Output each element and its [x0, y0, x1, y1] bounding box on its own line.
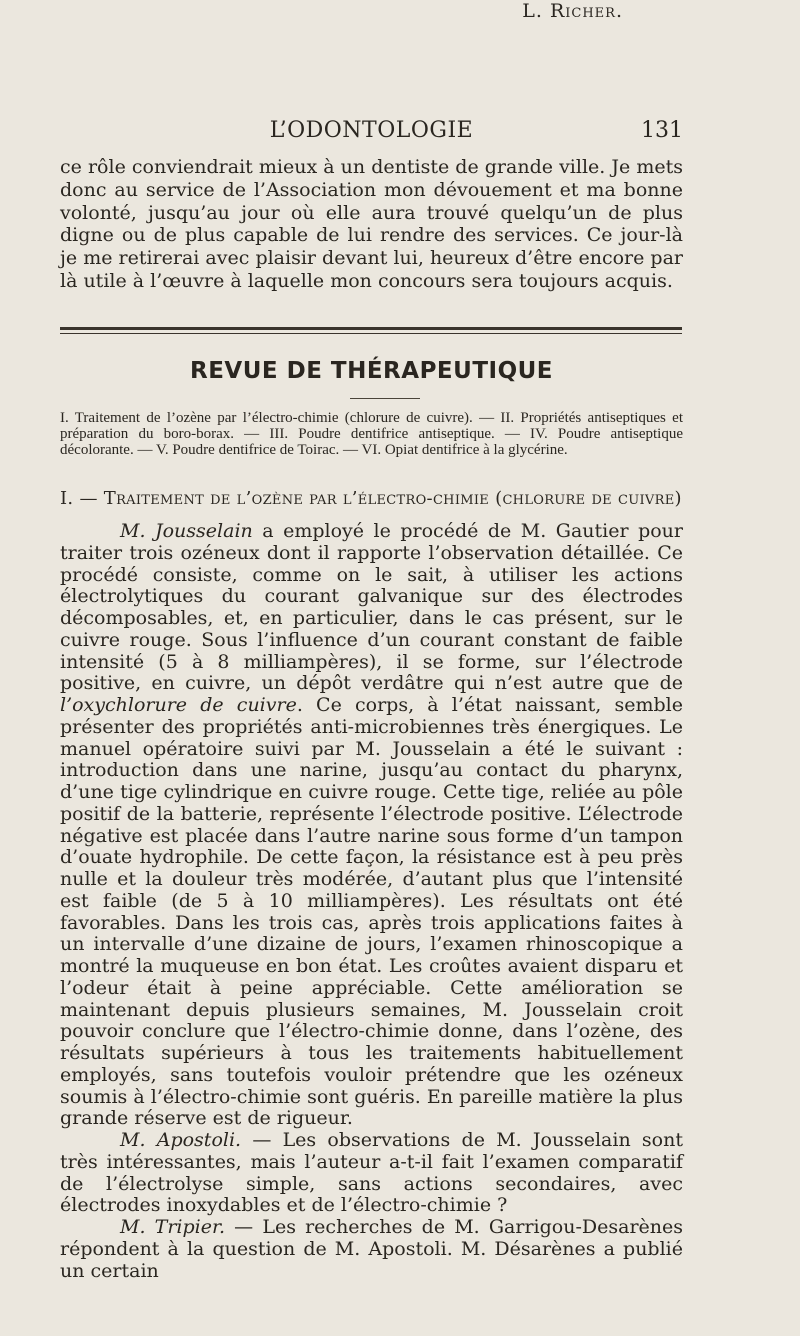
paragraph-text: — Les observations de M. Jousselain sont très intéressantes, mais l’auteur a-t-il fait l’examen comparatif de l’électrolyse simple, sans actions secondaires, avec électrodes inoxydables et de l’électro-chimie ? [60, 1129, 683, 1217]
journal-title: L’ODONTOLOGIE [269, 118, 474, 143]
paragraph-text-cont: . Ce corps, à l’état naissant, semble présenter des propriétés anti-microbiennes très énergiques. Le manuel opératoire suivi par M. Jousselain a été le suivant : introduction dans une narine, jusqu’au contact du pharynx, d’une tige cylindrique en cuivre rouge. Cette tige, reliée au pôle positif de la batterie, représente l’électrode positive. L’électrode négative est placée dans l’autre narine sous forme d’un tampon d’ouate hydrophile. De cette façon, la résistance est à peu près nulle et la douleur très modérée, d’autant plus que l’intensité est faible (de 5 à 10 milliampères). Les résultats ont été favorables. Dans les trois cas, après trois applications faites à un intervalle d’une dizaine de jours, l’examen rhinoscopique a montré la muqueuse en bon état. Les croûtes avaient disparu et l’odeur était à peine appréciable. Cette amélioration se maintenant depuis plusieurs semaines, M. Jousselain croit pouvoir conclure que l’électro-chimie donne, dans l’ozène, des résultats supérieurs à tous les traitements habituellement employés, sans toutefois vouloir prétendre que les ozéneux soumis à l’électro-chimie sont guéris. En pareille matière la plus grande réserve est de rigueur. [60, 694, 683, 1130]
double-rule-thick [60, 327, 682, 330]
intro-paragraph: ce rôle conviendrait mieux à un dentiste de grande ville. Je mets donc au service de l’Association mon dévouement et ma bonne volonté, jusqu’au jour où elle aura trouvé quelqu’un de plus digne ou de plus capable de lui rendre des services. Ce jour-là je me retirerai avec plaisir devant lui, heureux d’être encore par là utile à l’œuvre à laquelle mon concours sera toujours acquis. [60, 156, 683, 292]
section-title: REVUE DE THÉRAPEUTIQUE [189, 358, 554, 384]
double-rule-thin [60, 333, 682, 334]
paragraph-jousselain [60, 521, 683, 1130]
paragraph-text: a employé le procédé de M. Gautier pour traiter trois ozéneux dont il rapporte l’observation détaillée. Ce procédé consiste, comme on le sait, à utiliser les actions électrolytiques du courant galvanique sur des électrodes décomposables, et, en particulier, dans le cas présent, sur le cuivre rouge. Sous l’influence d’un courant constant de faible intensité (5 à 8 milliampères), il se forme, sur l’électrode positive, en cuivre, un dépôt verdâtre qui n’est autre que de [60, 520, 683, 695]
paragraph-apostoli [60, 1130, 683, 1217]
speaker-name: M. Jousselain [120, 520, 253, 542]
author-signature: L. Richer. [522, 0, 623, 22]
speaker-name: M. Tripier. [120, 1216, 226, 1238]
title-underline [350, 398, 420, 399]
page-number: 131 [641, 118, 683, 143]
article-body [60, 521, 683, 1282]
speaker-name: M. Apostoli. [120, 1129, 242, 1151]
paragraph-text: — Les recherches de M. Garrigou-Desarènes répondent à la question de M. Apostoli. M. Désarènes a publié un certain [60, 1216, 683, 1282]
subsection-heading: I. — Traitement de l’ozène par l’électro-chimie (chlorure de cuivre) [60, 488, 682, 509]
paragraph-tripier [60, 1217, 683, 1282]
running-header [60, 116, 683, 146]
section-summary: I. Traitement de l’ozène par l’électro-chimie (chlorure de cuivre). — II. Propriétés antiseptiques et préparation du boro-borax. — III. Poudre dentifrice antiseptique. — IV. Poudre antiseptique décolorante. — V. Poudre dentifrice de Toirac. — VI. Opiat dentifrice à la glycérine. [60, 410, 683, 458]
emphasis-term: l’oxychlorure de cuivre [60, 694, 297, 716]
